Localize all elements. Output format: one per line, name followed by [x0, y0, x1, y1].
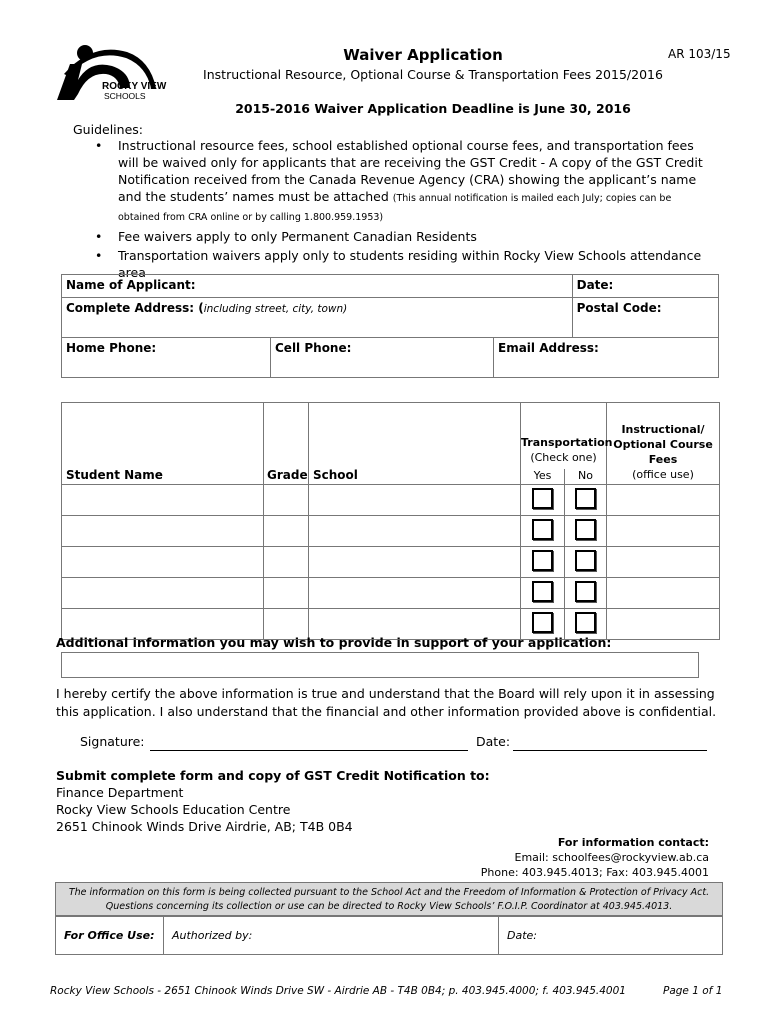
- grade-header: Grade: [264, 403, 309, 485]
- office-use-table: [55, 916, 723, 955]
- school-cell[interactable]: [309, 546, 521, 577]
- submit-heading: Submit complete form and copy of GST Credit Notification to:: [56, 768, 490, 783]
- grade-cell[interactable]: [264, 577, 309, 608]
- submit-line: 2651 Chinook Winds Drive Airdrie, AB; T4B 0B4: [56, 819, 353, 834]
- applicant-date-field[interactable]: [572, 275, 718, 298]
- authorized-by-field: [164, 917, 499, 955]
- grade-cell[interactable]: [264, 546, 309, 577]
- certification-text: I hereby certify the above information is true and understand that the Board will rely upon it in assessing this application. I also understand that the financial and other information provided above is confidential.: [56, 686, 717, 719]
- deadline-notice: 2015-2016 Waiver Application Deadline is June 30, 2016: [235, 101, 631, 116]
- student-name-cell[interactable]: [62, 577, 264, 608]
- students-table: [61, 402, 720, 640]
- student-row: [62, 546, 720, 577]
- transport-yes-checkbox[interactable]: [532, 581, 553, 602]
- contact-email: Email: schoolfees@rockyview.ab.ca: [514, 851, 709, 864]
- guideline-item: [95, 137, 715, 226]
- student-row: [62, 515, 720, 546]
- office-use-label: For Office Use:: [56, 917, 164, 955]
- student-row: [62, 577, 720, 608]
- fees-cell: [607, 515, 720, 546]
- fees-header-text: Instructional/ Optional Course Fees: [613, 422, 713, 466]
- contact-info: [400, 835, 709, 880]
- school-cell[interactable]: [309, 484, 521, 515]
- grade-cell[interactable]: [264, 515, 309, 546]
- transport-no-checkbox[interactable]: [575, 550, 596, 571]
- transport-no-checkbox[interactable]: [575, 488, 596, 509]
- home-phone-label: Home Phone:: [66, 341, 157, 355]
- submit-line: Rocky View Schools Education Centre: [56, 802, 291, 817]
- additional-info-field[interactable]: [61, 652, 699, 678]
- email-label: Email Address:: [498, 341, 599, 355]
- fees-cell: [607, 577, 720, 608]
- transport-yes-checkbox[interactable]: [532, 612, 553, 633]
- logo-text-2: SCHOOLS: [104, 91, 146, 101]
- signature-date-label: Date:: [476, 734, 511, 749]
- transport-no-checkbox[interactable]: [575, 519, 596, 540]
- fees-cell: [607, 484, 720, 515]
- address-label: Complete Address: (: [66, 301, 204, 315]
- school-cell[interactable]: [309, 515, 521, 546]
- guidelines-label: Guidelines:: [73, 122, 143, 137]
- transportation-header-text: Transportation: [521, 435, 613, 449]
- home-phone-field[interactable]: [62, 338, 271, 378]
- contact-phone: Phone: 403.945.4013; Fax: 403.945.4001: [480, 866, 709, 879]
- student-row: [62, 484, 720, 515]
- bullet-icon: •: [95, 229, 103, 244]
- address-close: ): [343, 303, 348, 315]
- logo-text-1: ROCKY VIEW: [102, 81, 167, 92]
- signature-field[interactable]: [150, 750, 468, 751]
- contact-heading: For information contact:: [557, 836, 709, 849]
- student-name-header: Student Name: [62, 403, 264, 485]
- guideline-item: [95, 228, 715, 245]
- privacy-notice: [55, 882, 723, 916]
- transport-no-checkbox[interactable]: [575, 581, 596, 602]
- applicant-name-label: Name of Applicant:: [66, 278, 196, 292]
- applicant-info-table: [61, 274, 719, 378]
- yes-header: Yes: [521, 469, 565, 485]
- office-date-label: Date:: [507, 929, 537, 942]
- applicant-name-field[interactable]: [62, 275, 573, 298]
- transportation-header-note: (Check one): [530, 450, 597, 464]
- email-field[interactable]: [494, 338, 719, 378]
- submit-line: Finance Department: [56, 785, 184, 800]
- fees-header: [607, 403, 720, 485]
- page-subtitle: Instructional Resource, Optional Course & Transportation Fees 2015/2016: [203, 67, 663, 82]
- guideline-text: Fee waivers apply to only Permanent Canadian Residents: [118, 229, 477, 244]
- footer-address: Rocky View Schools - 2651 Chinook Winds Drive SW - Airdrie AB - T4B 0B4; p. 403.945.4000; f. 403.945.4001: [50, 985, 626, 997]
- fees-cell: [607, 608, 720, 639]
- no-header: No: [565, 469, 607, 485]
- cell-phone-field[interactable]: [271, 338, 494, 378]
- additional-info-label: Additional information you may wish to provide in support of your application:: [56, 635, 612, 650]
- transport-yes-checkbox[interactable]: [532, 488, 553, 509]
- signature-date-field[interactable]: [513, 750, 707, 751]
- guideline-note: (This annual notification is mailed each July; copies can be obtained from CRA online or by calling 1.800.959.1953): [118, 193, 672, 223]
- page-title: Waiver Application: [343, 46, 503, 64]
- privacy-line: Questions concerning its collection or use can be directed to Rocky View Schools’ F.O.I.P. Coordinator at 403.945.4013.: [105, 901, 673, 912]
- address-field[interactable]: [62, 298, 573, 338]
- office-date-field: [499, 917, 723, 955]
- school-header: School: [309, 403, 521, 485]
- bullet-icon: •: [95, 138, 103, 153]
- student-name-cell[interactable]: [62, 546, 264, 577]
- privacy-line: The information on this form is being collected pursuant to the School Act and the Freedom of Information & Protection of Privacy Act.: [68, 887, 710, 898]
- postal-code-field[interactable]: [572, 298, 718, 338]
- fees-header-note: (office use): [632, 467, 694, 481]
- fees-cell: [607, 546, 720, 577]
- bullet-icon: •: [95, 248, 103, 263]
- student-name-cell[interactable]: [62, 484, 264, 515]
- applicant-date-label: Date:: [576, 278, 614, 292]
- transport-no-checkbox[interactable]: [575, 612, 596, 633]
- signature-label: Signature:: [80, 734, 145, 749]
- guidelines-list: [95, 137, 715, 283]
- transport-yes-checkbox[interactable]: [532, 519, 553, 540]
- school-cell[interactable]: [309, 577, 521, 608]
- guideline-text: Transportation waivers apply only to students residing within Rocky View Schools attendance area: [118, 248, 702, 280]
- transportation-header: [521, 403, 613, 469]
- transport-yes-checkbox[interactable]: [532, 550, 553, 571]
- authorized-by-label: Authorized by:: [172, 929, 253, 942]
- postal-code-label: Postal Code:: [576, 301, 662, 315]
- page-number: Page 1 of 1: [663, 985, 723, 997]
- grade-cell[interactable]: [264, 484, 309, 515]
- guideline-text: Instructional resource fees, school established optional course fees, and transportation fees will be waived only for applicants that are receiving the GST Credit - A copy of the GST Credit Notification received from the Canada Revenue Agency (CRA) showing the applicant’s name and the students’ names must be attached: [118, 138, 703, 204]
- form-code: AR 103/15: [668, 47, 731, 61]
- cell-phone-label: Cell Phone:: [275, 341, 352, 355]
- submit-address: [56, 784, 353, 835]
- student-name-cell[interactable]: [62, 515, 264, 546]
- address-note: including street, city, town: [203, 303, 344, 315]
